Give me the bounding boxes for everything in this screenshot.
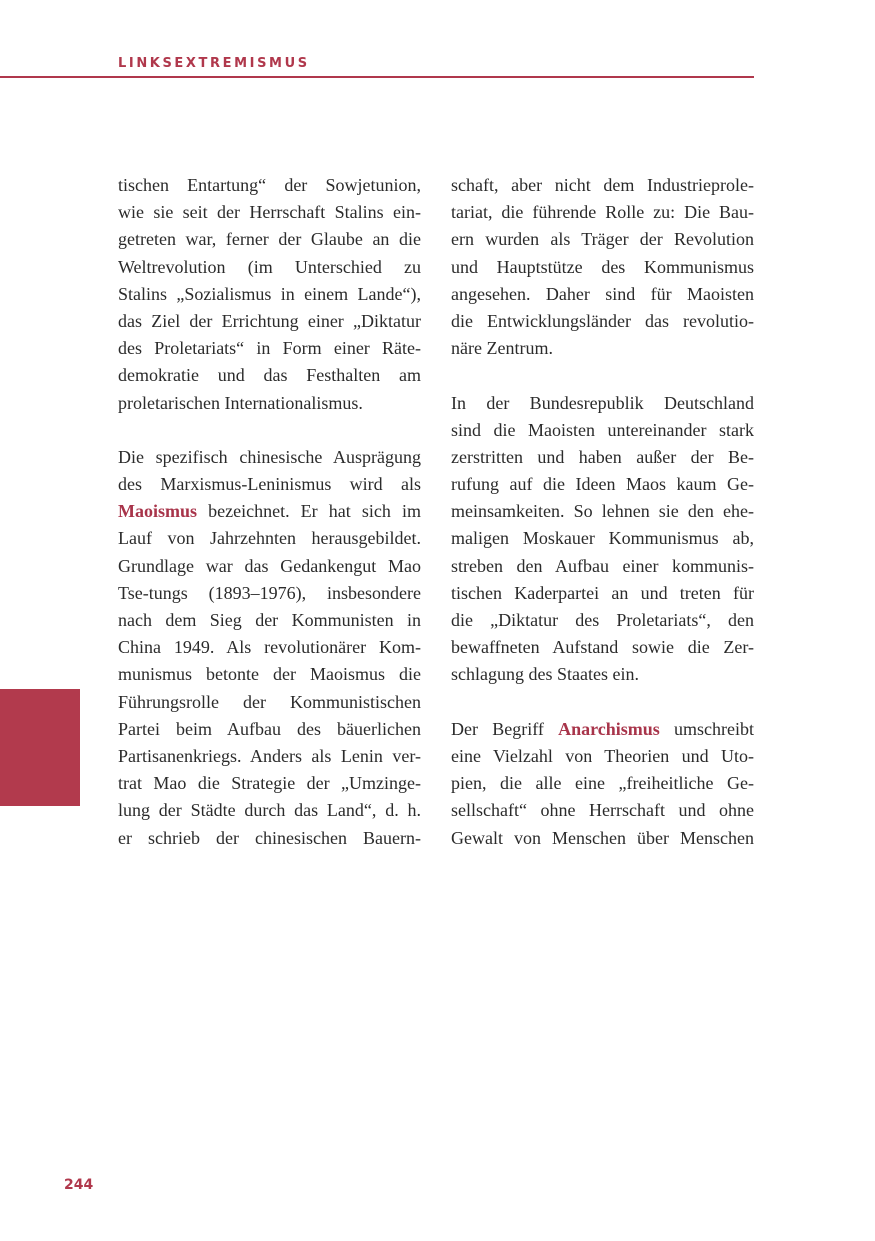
text-line: streben den Aufbau einer kommunis- — [451, 555, 754, 576]
text-line: trat Mao die Strategie der „Umzinge- — [118, 773, 421, 794]
text-line: näre Zentrum. — [451, 338, 553, 359]
text-fragment: umschreibt — [659, 718, 755, 739]
right-paragraph-2 — [451, 390, 754, 689]
text-line: Grundlage war das Gedankengut Mao — [118, 555, 421, 576]
text-line: China 1949. Als revolutionärer Kom- — [118, 637, 421, 658]
text-line: Gewalt von Menschen über Menschen — [451, 827, 754, 848]
text-line: Führungsrolle der Kommunistischen — [118, 691, 421, 712]
text-line: nach dem Sieg der Kommunisten in — [118, 610, 421, 630]
text-line: tischen Entartung“ der Sowjetunion, — [118, 175, 421, 195]
text-line: die Entwicklungsländer das revolutio- — [451, 310, 754, 331]
term-anarchismus: Anarchismus — [558, 718, 660, 739]
text-line: schaft, aber nicht dem Industrieprole- — [451, 175, 754, 195]
text-line: wie sie seit der Herrschaft Stalins ein- — [118, 202, 421, 223]
right-column — [451, 172, 754, 852]
text-line: In der Bundesrepublik Deutschland — [451, 392, 754, 413]
running-head-title: LINKSEXTREMISMUS — [118, 56, 310, 71]
text-line: Tse-tungs (1893–1976), insbesondere — [118, 582, 421, 603]
text-line: des Marxismus-Leninismus wird als — [118, 474, 421, 495]
text-line: Lauf von Jahrzehnten herausgebildet. — [118, 528, 421, 549]
text-line: ern wurden als Träger der Revolution — [451, 229, 754, 250]
text-line: pien, die alle eine „freiheitliche Ge- — [451, 773, 754, 794]
text-line: er schrieb der chinesischen Bauern- — [118, 827, 421, 848]
text-line: schlagung des Staates ein. — [451, 664, 639, 685]
text-line: meinsamkeiten. So lehnen sie den ehe- — [451, 501, 754, 522]
text-line: die „Diktatur des Proletariats“, den — [451, 610, 754, 630]
page-number: 244 — [64, 1177, 94, 1193]
text-fragment: Der Begriff — [451, 718, 559, 739]
text-line: munismus betonte der Maoismus die — [118, 664, 421, 685]
text-line: proletarischen Internationalismus. — [118, 392, 363, 413]
right-paragraph-1 — [451, 172, 754, 362]
text-line: tischen Kaderpartei an und treten für — [451, 582, 754, 603]
left-paragraph-1 — [118, 172, 421, 417]
text-line: sind die Maoisten untereinander stark — [451, 419, 754, 440]
text-line: Weltrevolution (im Unterschied zu — [118, 256, 421, 277]
text-line: getreten war, ferner der Glaube an die — [118, 229, 421, 250]
text-line: maligen Moskauer Kommunismus ab, — [451, 528, 754, 549]
text-line: Die spezifisch chinesische Ausprägung — [118, 446, 421, 467]
chapter-side-tab — [0, 689, 80, 806]
text-line: Partisanenkriegs. Anders als Lenin ver- — [118, 745, 421, 766]
text-line: das Ziel der Errichtung einer „Diktatur — [118, 310, 421, 331]
left-column — [118, 172, 421, 852]
right-paragraph-3 — [451, 716, 754, 852]
text-line: demokratie und das Festhalten am — [118, 365, 421, 386]
text-line: des Proletariats“ in Form einer Räte- — [118, 338, 421, 359]
term-maoismus: Maoismus — [118, 501, 198, 522]
text-line — [451, 716, 754, 743]
text-line: bewaffneten Aufstand sowie die Zer- — [451, 637, 754, 658]
text-fragment: bezeichnet. Er hat sich im — [197, 501, 421, 522]
text-line: eine Vielzahl von Theorien und Uto- — [451, 745, 754, 766]
text-line: angesehen. Daher sind für Maoisten — [451, 283, 754, 304]
text-line: zerstritten und haben außer der Be- — [451, 446, 754, 467]
text-line: Stalins „Sozialismus in einem Lande“), — [118, 283, 421, 304]
text-line: und Hauptstütze des Kommunismus — [451, 256, 754, 277]
header-rule — [0, 76, 754, 78]
text-line: lung der Städte durch das Land“, d. h. — [118, 800, 421, 821]
text-line: Partei beim Aufbau des bäuerlichen — [118, 718, 421, 739]
text-line: rufung auf die Ideen Maos kaum Ge- — [451, 474, 754, 495]
text-line: sellschaft“ ohne Herrschaft und ohne — [451, 800, 754, 821]
text-line — [118, 498, 421, 525]
text-line: tariat, die führende Rolle zu: Die Bau- — [451, 202, 754, 223]
left-paragraph-2 — [118, 444, 421, 852]
